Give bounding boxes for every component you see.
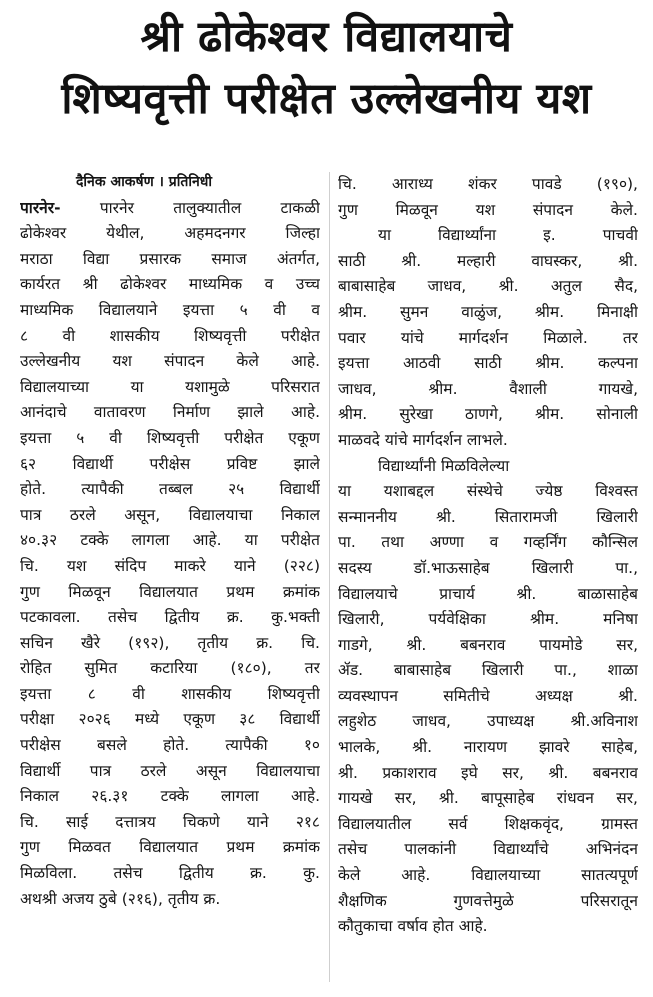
article-line: या विद्यार्थ्यांना इ. पाचवी: [378, 226, 638, 245]
article-line: कार्यरत श्री ढोकेश्वर माध्यमिक व उच्च: [20, 275, 320, 294]
article-line: या यशाबद्दल संस्थेचे ज्येष्ठ विश्वस्त: [338, 482, 638, 501]
article-line: ६२ विद्यार्थी परीक्षेस प्रविष्ट झाले: [20, 454, 320, 473]
article-line: सन्माननीय श्री. सितारामजी खिलारी: [338, 507, 638, 526]
headline-line-1: श्री ढोकेश्वर विद्यालयाचे: [140, 12, 513, 62]
article-first-line: [20, 196, 320, 222]
article-line: निकाल २६.३१ टक्के लागला आहे.: [20, 787, 320, 806]
article-line: विद्यालयाचे प्राचार्य श्री. बाळासाहेब: [338, 584, 638, 603]
article-line: उल्लेखनीय यश संपादन केले आहे.: [20, 352, 320, 371]
article-line: इयत्ता आठवी साठी श्रीम. कल्पना: [338, 354, 638, 373]
article-line: तसेच पालकांनी विद्यार्थ्यांचे अभिनंदन: [338, 840, 638, 859]
article-line: ढोकेश्वर येथील, अहमदनगर जिल्हा: [20, 224, 320, 243]
article-line: साठी श्री. मल्हारी वाघस्कर, श्री.: [338, 251, 638, 270]
article-line: ८ वी शासकीय शिष्यवृत्ती परीक्षेत: [20, 326, 320, 345]
article-line: श्री. प्रकाशराव इघे सर, श्री. बबनराव: [338, 763, 638, 782]
article-line: श्रीम. सुमन वाळुंज, श्रीम. मिनाक्षी: [338, 302, 638, 321]
article-line: गुण मिळवून विद्यालयात प्रथम क्रमांक: [20, 582, 320, 601]
article-line: भालके, श्री. नारायण झावरे साहेब,: [338, 738, 638, 757]
article-column-left: [20, 170, 320, 912]
article-line: परीक्षा २०२६ मध्ये एकूण ३८ विद्यार्थी: [20, 710, 320, 729]
article-line: खिलारी, पर्यवेक्षिका श्रीम. मनिषा: [338, 610, 638, 629]
article-line: श्रीम. सुरेखा ठाणगे, श्रीम. सोनाली: [338, 405, 638, 424]
article-line: विद्यालयातील सर्व शिक्षकवृंद, ग्रामस्त: [338, 814, 638, 833]
article-line: पात्र ठरले असून, विद्यालयाचा निकाल: [20, 505, 320, 524]
article-line: चि. यश संदिप माकरे याने (२२८): [20, 556, 320, 575]
article-line: अथश्री अजय ठुबे (२१६), तृतीय क्र.: [20, 889, 221, 908]
headline: [0, 6, 653, 130]
article-line: चि. साई दत्तात्रय चिकणे याने २१८: [20, 812, 320, 831]
article-line: सचिन खैरे (१९२), तृतीय क्र. चि.: [20, 633, 320, 652]
article-line: होते. त्यापैकी तब्बल २५ विद्यार्थी: [20, 480, 320, 499]
article-line: पारनेर तालुक्यातील टाकळी: [60, 198, 320, 217]
article-line: गुण मिळवून यश संपादन केले.: [338, 200, 638, 219]
article-line: चि. आराध्य शंकर पावडे (१९०),: [338, 175, 638, 193]
article-line: व्यवस्थापन समितीचे अध्यक्ष श्री.: [338, 686, 638, 705]
article-line: कौतुकाचा वर्षाव होत आहे.: [338, 917, 488, 936]
article-line: सदस्य डॉ.भाऊसाहेब खिलारी पा.,: [338, 558, 638, 577]
article-line: पटकावला. तसेच द्वितीय क्र. कु.भक्ती: [20, 608, 320, 627]
dateline: पारनेर-: [20, 198, 61, 217]
article-line: बाबासाहेब जाधव, श्री. अतुल सैद,: [338, 277, 638, 296]
article-line: मराठा विद्या प्रसारक समाज अंतर्गत,: [20, 249, 320, 268]
article-line: विद्यार्थ्यांनी मिळविलेल्या: [378, 456, 510, 475]
article-line: पा. तथा अण्णा व गव्हर्निंग कौन्सिल: [338, 533, 638, 552]
article-line: शैक्षणिक गुणवत्तेमुळे परिसरातून: [338, 891, 638, 910]
article-line: माळवदे यांचे मार्गदर्शन लाभले.: [338, 430, 508, 449]
article-line: विद्यार्थी पात्र ठरले असून विद्यालयाचा: [20, 761, 320, 780]
article-line: इयत्ता ८ वी शासकीय शिष्यवृत्ती: [20, 684, 320, 703]
article-line: विद्यालयाच्या या यशामुळे परिसरात: [20, 377, 320, 396]
article-line: पवार यांचे मार्गदर्शन मिळाले. तर: [338, 328, 638, 347]
article-line: परीक्षेस बसले होते. त्यापैकी १०: [20, 736, 320, 755]
article-line: लहुशेठ जाधव, उपाध्यक्ष श्री.अविनाश: [338, 712, 638, 731]
article-line: रोहित सुमित कटारिया (१८०), तर: [20, 659, 320, 678]
article-column-right: [338, 172, 638, 940]
article-line: माध्यमिक विद्यालयाने इयत्ता ५ वी व: [20, 300, 320, 319]
article-line: गायखे सर, श्री. बापूसाहेब रांधवन सर,: [338, 789, 638, 808]
article-line: गाडगे, श्री. बबनराव पायमोडे सर,: [338, 635, 638, 654]
column-divider: [329, 172, 330, 982]
byline: दैनिक आकर्षण । प्रतिनिधी: [76, 174, 212, 190]
headline-line-2: शिष्यवृत्ती परीक्षेत उल्लेखनीय यश: [61, 74, 592, 124]
article-line: केले आहे. विद्यालयाच्या सातत्यपूर्ण: [338, 866, 638, 885]
article-line: इयत्ता ५ वी शिष्यवृत्ती परीक्षेत एकूण: [20, 428, 320, 447]
article-line: ४०.३२ टक्के लागला आहे. या परीक्षेत: [20, 531, 320, 550]
article-line: मिळविला. तसेच द्वितीय क्र. कु.: [20, 864, 320, 883]
article-line: आनंदाचे वातावरण निर्माण झाले आहे.: [20, 403, 320, 422]
article-line: गुण मिळवत विद्यालयात प्रथम क्रमांक: [20, 838, 320, 857]
article-line: ॲड. बाबासाहेब खिलारी पा., शाळा: [338, 661, 638, 680]
article-line: जाधव, श्रीम. वैशाली गायखे,: [338, 379, 638, 398]
